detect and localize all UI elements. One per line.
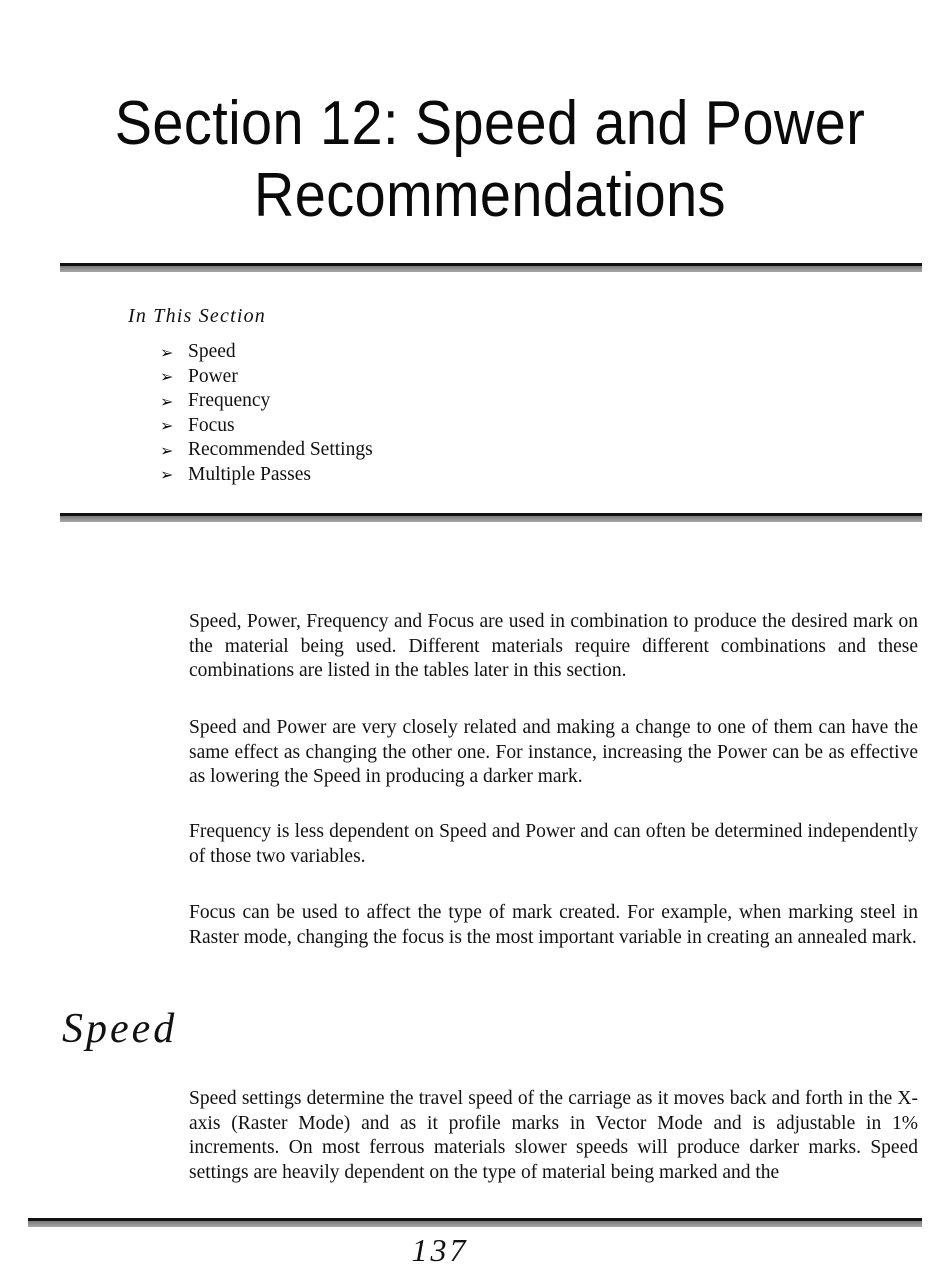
toc-item[interactable] — [160, 365, 373, 390]
footer-divider — [28, 1218, 922, 1227]
arrowhead-bullet-icon: ➢ — [160, 440, 174, 460]
intro-paragraph: Frequency is less dependent on Speed and Power and can often be determined independently of those two variables. — [189, 821, 918, 867]
intro-paragraph: Speed and Power are very closely related and making a change to one of them can have the same effect as changing the other one. For instance, increasing the Power can be as effective as lowering the Speed in producing a darker mark. — [189, 717, 918, 787]
speed-heading: Speed — [62, 1006, 178, 1052]
arrowhead-bullet-icon: ➢ — [160, 391, 174, 411]
toc-item[interactable] — [160, 438, 373, 463]
top-divider — [60, 263, 922, 272]
arrowhead-bullet-icon: ➢ — [160, 416, 174, 436]
toc-item-label: Recommended Settings — [188, 439, 373, 461]
intro-paragraph: Speed, Power, Frequency and Focus are used in combination to produce the desired mark on the material being used. Different materials require different combinations and these combinations are listed in the tables later in this section. — [189, 611, 918, 681]
toc-item[interactable] — [160, 414, 373, 439]
intro-paragraph: Focus can be used to affect the type of mark created. For example, when marking steel in Raster mode, changing the focus is the most important variable in creating an annealed mark. — [189, 902, 918, 948]
toc-item[interactable] — [160, 340, 373, 365]
section-divider — [60, 513, 922, 522]
speed-paragraph-block — [189, 1087, 918, 1185]
intro-paragraph-block — [189, 820, 918, 869]
page-title-line-2: Recommendations — [254, 161, 726, 230]
intro-paragraph-block — [189, 610, 918, 684]
toc-heading: In This Section — [128, 305, 266, 327]
speed-paragraph: Speed settings determine the travel speed of the carriage as it moves back and forth in the X-axis (Raster Mode) and as it profile marks in Vector Mode and is adjustable in 1% increments. On most ferrous materials slower speeds will produce darker marks. Speed settings are heavily dependent on the type of material being marked and the — [189, 1088, 918, 1183]
arrowhead-bullet-icon: ➢ — [160, 465, 174, 485]
toc-item-label: Power — [188, 365, 238, 387]
toc-list — [160, 340, 373, 487]
toc-item-label: Frequency — [188, 390, 271, 412]
page-number: 137 — [411, 1232, 469, 1268]
arrowhead-bullet-icon: ➢ — [160, 367, 174, 387]
page-title — [85, 88, 895, 232]
toc-item-label: Focus — [188, 414, 235, 436]
intro-paragraph-block — [189, 901, 918, 950]
toc-item-label: Multiple Passes — [188, 463, 311, 485]
toc-item[interactable] — [160, 389, 373, 414]
toc-item-label: Speed — [188, 341, 236, 363]
toc-item[interactable] — [160, 463, 373, 488]
page-title-line-1: Section 12: Speed and Power — [114, 89, 866, 158]
intro-paragraph-block — [189, 716, 918, 790]
arrowhead-bullet-icon: ➢ — [160, 342, 174, 362]
